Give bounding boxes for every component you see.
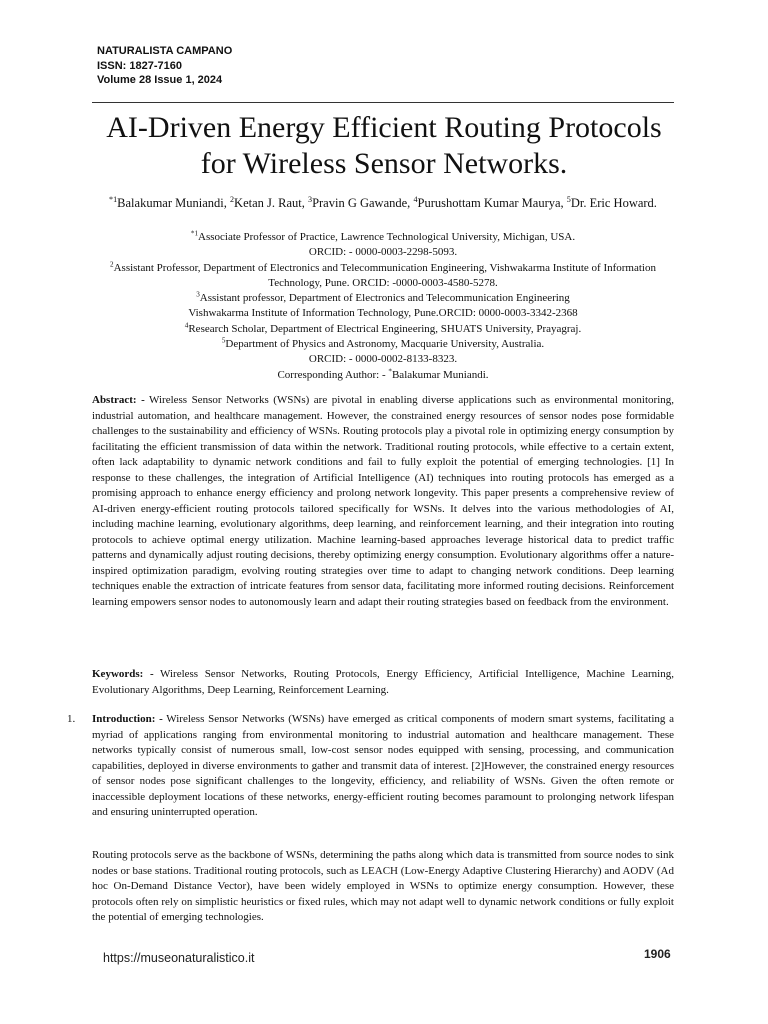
affiliation-4-text: Research Scholar, Department of Electrical Engineering, SHUATS University, Prayagraj. bbox=[188, 322, 582, 335]
author-3-marker: 3 bbox=[308, 194, 313, 204]
affiliation-1-marker: *1 bbox=[190, 229, 199, 238]
abstract-text: Wireless Sensor Networks (WSNs) are pivotal in enabling diverse applications such as environmental monitoring, industrial automation, and healthcare management. However, the constrained energy resources of sensor nodes pose formidable challenges to the sustainability and efficiency of WSNs. Routing protocols play a pivotal role in optimizing energy consumption by facilitating the efficient transmission of data within the network. Traditional routing protocols, while effective to a certain extent, often lack adaptability to dynamic network conditions and fail to fully exploit the potential of emerging technologies. [1] In response to these challenges, the integration of Artificial Intelligence (AI) techniques into routing protocols has emerged as a promising approach to enhance energy efficiency and prolong network longevity. This paper presents a comprehensive review of AI-driven energy-efficient routing protocols tailored specifically for WSNs. It delves into the various methodologies of AI, including machine learning, evolutionary algorithms, deep learning, and reinforcement learning, and their integration into routing protocols to achieve optimal energy utilization. Machine learning-based approaches leverage historical data to predict traffic patterns and dynamically adjust routing decisions, thereby optimizing energy consumption. Evolutionary algorithms offer a nature-inspired optimization paradigm, evolving routing strategies over time to adapt to changing network conditions. Deep learning techniques enable the extraction of intricate features from sensor data, facilitating more informed routing decisions. Reinforcement learning empowers sensor nodes to autonomously learn and adapt their routing strategies based on feedback from the environment. bbox=[92, 394, 674, 608]
keywords bbox=[92, 667, 674, 698]
author-5-marker: 5 bbox=[566, 194, 571, 204]
affiliation-3 bbox=[92, 291, 674, 306]
introduction-text: Wireless Sensor Networks (WSNs) have emerged as critical components of modern smart systems, facilitating a myriad of applications ranging from environmental monitoring to industrial automation and healthcare management. These networks typically consist of numerous small, low-cost sensor nodes equipped with sensing, processing, and communication capabilities, deployed in diverse environments to gather and transmit data of interest. [2]However, the constrained energy resources of sensor nodes pose significant challenges to the longevity, efficiency, and reliability of WSNs. Given the often remote or inaccessible deployment locations of these networks, energy-efficient routing becomes paramount to prolonging network lifespan and ensuring uninterrupted operation. bbox=[92, 713, 674, 818]
author-3: Pravin G Gawande, bbox=[312, 196, 414, 210]
affiliation-2-text: Assistant Professor, Department of Electronics and Telecommunication Engineering, Vishwakarma Institute of Information Technology, Pune. ORCID: -0000-0003-4580-5278. bbox=[113, 261, 656, 289]
introduction-paragraph-2: Routing protocols serve as the backbone of WSNs, determining the paths along which data is transmitted from source nodes to sink nodes or base stations. Traditional routing protocols, such as LEACH (Low-Energy Adaptive Clustering Hierarchy) and AODV (Ad hoc On-Demand Distance Vector), have been widely employed in WSNs to optimize energy consumption. However, these protocols often rely on simplistic heuristics or fixed rules, which may not adapt well to dynamic network conditions or fully exploit the potential of emerging technologies. bbox=[92, 849, 674, 923]
affiliation-4-marker: 4 bbox=[184, 321, 189, 330]
affiliation-1 bbox=[92, 230, 674, 245]
author-5: Dr. Eric Howard. bbox=[570, 196, 657, 210]
keywords-text: Wireless Sensor Networks, Routing Protocols, Energy Efficiency, Artificial Intelligence, Machine Learning, Evolutionary Algorithms, Deep Learning, Reinforcement Learning. bbox=[92, 668, 674, 696]
affiliation-2 bbox=[92, 261, 674, 292]
affiliation-1-orcid: ORCID: - 0000-0003-2298-5093. bbox=[308, 246, 458, 259]
journal-name: NATURALISTA CAMPANO bbox=[97, 45, 233, 57]
corresponding-author-label: Corresponding Author: - bbox=[277, 368, 389, 381]
affiliation-4 bbox=[92, 322, 674, 337]
affiliation-5 bbox=[92, 337, 674, 352]
page-number: 1906 bbox=[644, 947, 671, 961]
affiliation-3-line-2: Vishwakarma Institute of Information Technology, Pune.ORCID: 0000-0003-3342-2368 bbox=[188, 307, 578, 320]
author-4: Purushottam Kumar Maurya, bbox=[417, 196, 567, 210]
affiliation-5-marker: 5 bbox=[221, 336, 226, 345]
affiliations bbox=[92, 230, 674, 383]
paper-title bbox=[80, 110, 688, 182]
title-line-1: AI-Driven Energy Efficient Routing Protocols bbox=[106, 111, 662, 144]
author-1-marker: *1 bbox=[109, 194, 118, 204]
abstract-label: Abstract: - bbox=[92, 394, 145, 406]
affiliation-3-marker: 3 bbox=[196, 290, 200, 299]
affiliation-2-marker: 2 bbox=[110, 259, 114, 268]
corresponding-author-marker: * bbox=[388, 367, 392, 376]
author-2-marker: 2 bbox=[229, 194, 235, 204]
abstract bbox=[92, 393, 674, 610]
section-number: 1. bbox=[67, 713, 76, 725]
header-divider bbox=[92, 102, 674, 103]
footer-url[interactable]: https://museonaturalistico.it bbox=[103, 951, 255, 965]
corresponding-author bbox=[92, 368, 674, 383]
introduction bbox=[92, 712, 674, 821]
author-2: Ketan J. Raut, bbox=[234, 196, 308, 210]
corresponding-author-name: Balakumar Muniandi. bbox=[391, 368, 489, 381]
journal-volume: Volume 28 Issue 1, 2024 bbox=[97, 74, 223, 86]
affiliation-5-text: Department of Physics and Astronomy, Macquarie University, Australia. bbox=[225, 338, 545, 351]
affiliation-3-text: Assistant professor, Department of Electronics and Telecommunication Engineering bbox=[199, 292, 570, 305]
author-4-marker: 4 bbox=[413, 194, 418, 204]
journal-header bbox=[97, 44, 232, 88]
keywords-label: Keywords: - bbox=[92, 668, 154, 680]
affiliation-1-text: Associate Professor of Practice, Lawrence Technological University, Michigan, USA. bbox=[198, 231, 576, 243]
journal-issn: ISSN: 1827-7160 bbox=[97, 59, 182, 72]
affiliation-5-orcid: ORCID: - 0000-0002-8133-8323. bbox=[308, 353, 458, 366]
title-line-2: for Wireless Sensor Networks. bbox=[200, 147, 568, 180]
author-1: Balakumar Muniandi, bbox=[117, 196, 230, 210]
introduction-label: Introduction: - bbox=[92, 713, 163, 725]
author-list bbox=[92, 195, 674, 211]
